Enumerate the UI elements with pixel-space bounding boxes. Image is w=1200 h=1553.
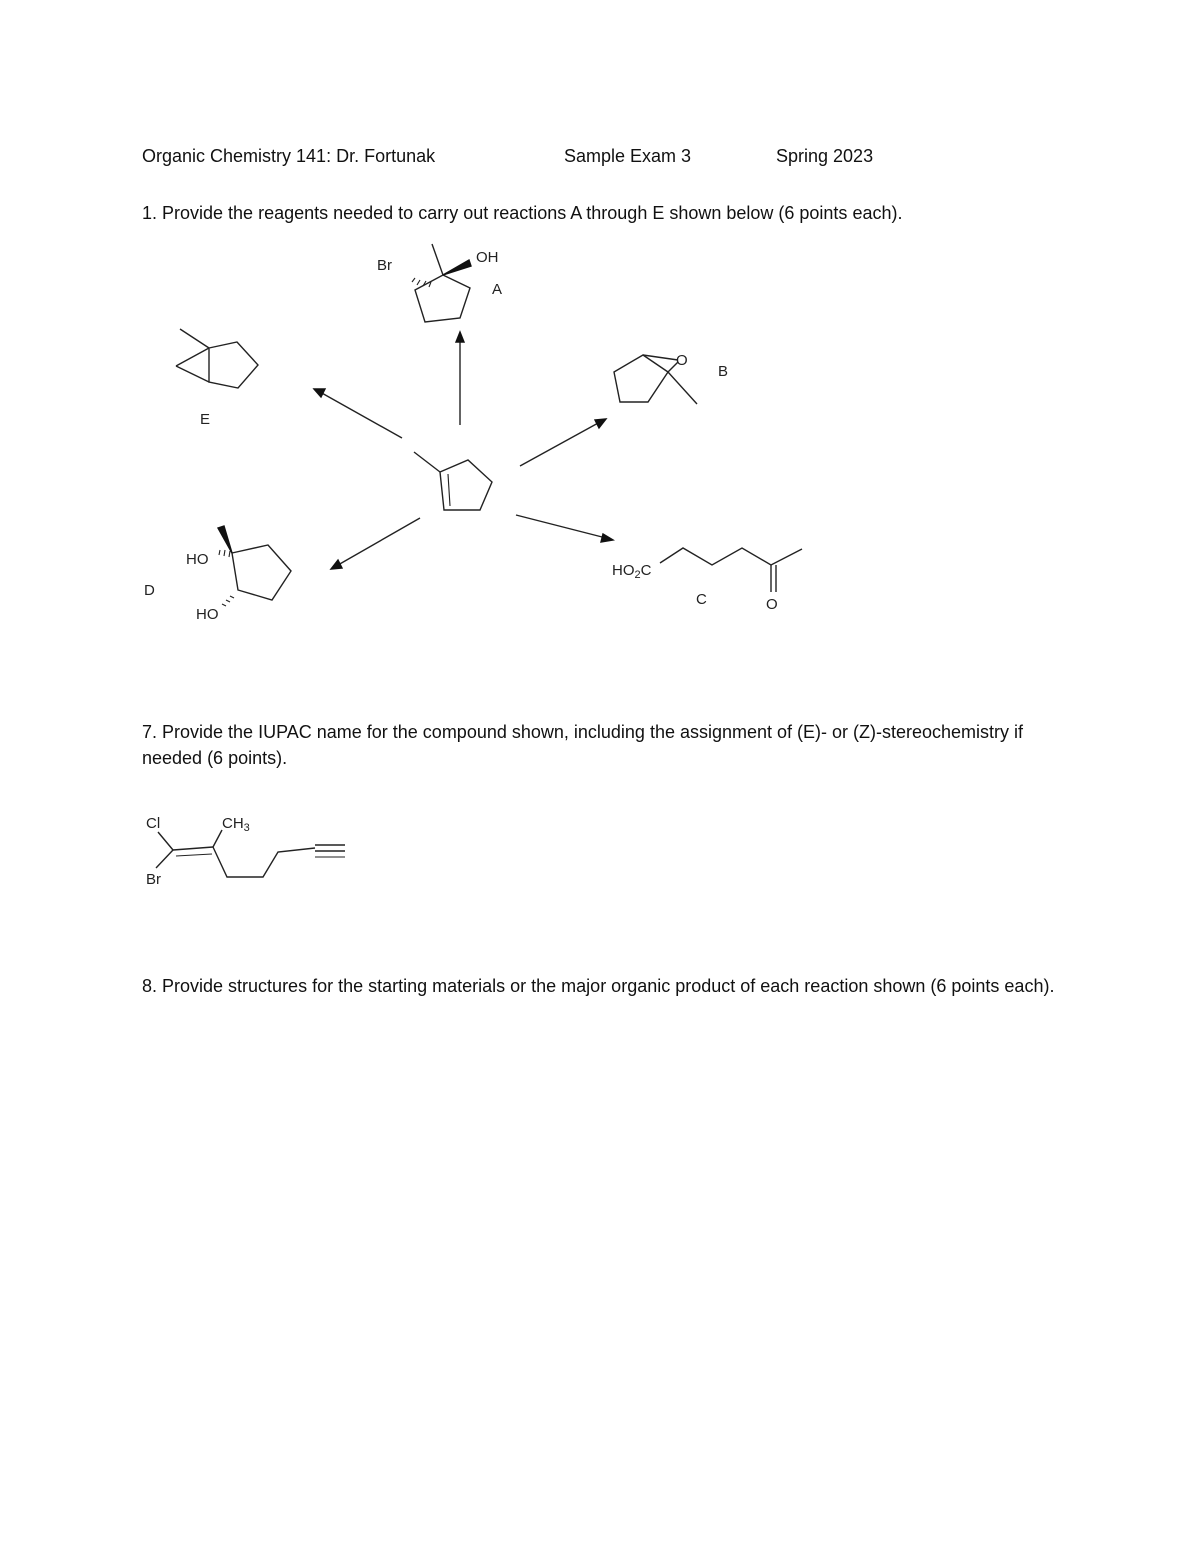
label-d: D — [144, 582, 155, 599]
product-b-o-atom: O — [676, 352, 688, 369]
product-d-ho-top: HO — [186, 551, 209, 568]
q7-compound — [130, 800, 530, 920]
question-1-text: 1. Provide the reagents needed to carry out reactions A through E shown below (6 points each). — [142, 203, 903, 223]
question-8-text: 8. Provide structures for the starting materials or the major organic product of each reaction shown (6 points each). — [142, 976, 1055, 996]
q7-methyl-group: $CH_3$ — [222, 815, 250, 834]
label-b: B — [718, 363, 729, 380]
exam-title: Sample Exam 3 — [564, 146, 692, 166]
product-b-epoxide — [614, 352, 728, 404]
product-d-ho-bottom: HO — [196, 606, 219, 623]
product-a-oh-group: OH — [476, 249, 499, 266]
product-a-br-atom: Br — [377, 257, 392, 274]
exam-term: Spring 2023 — [776, 146, 874, 166]
product-a-bromohydrin — [377, 244, 502, 322]
starting-material-methylcyclopentene — [414, 452, 492, 510]
product-c-keto-acid — [612, 548, 802, 613]
product-c-o-atom: O — [766, 596, 778, 613]
product-c-acid-group: $HO_2C$ — [612, 562, 652, 581]
product-d-diol — [144, 526, 291, 623]
q7-br-atom: Br — [146, 871, 161, 888]
q7-cl-atom: Cl — [146, 815, 161, 832]
reaction-scheme — [0, 0, 1200, 700]
label-a: A — [492, 281, 503, 298]
course-title: Organic Chemistry 141: Dr. Fortunak — [142, 146, 436, 166]
reaction-arrows — [314, 332, 613, 569]
question-7-text: 7. Provide the IUPAC name for the compound shown, including the assignment of (E)- or (Z)-stereochemistry if needed (6 points). — [142, 722, 1024, 768]
label-e: E — [200, 411, 211, 428]
label-c: C — [696, 591, 707, 608]
product-e-cyclopropane — [176, 329, 258, 428]
